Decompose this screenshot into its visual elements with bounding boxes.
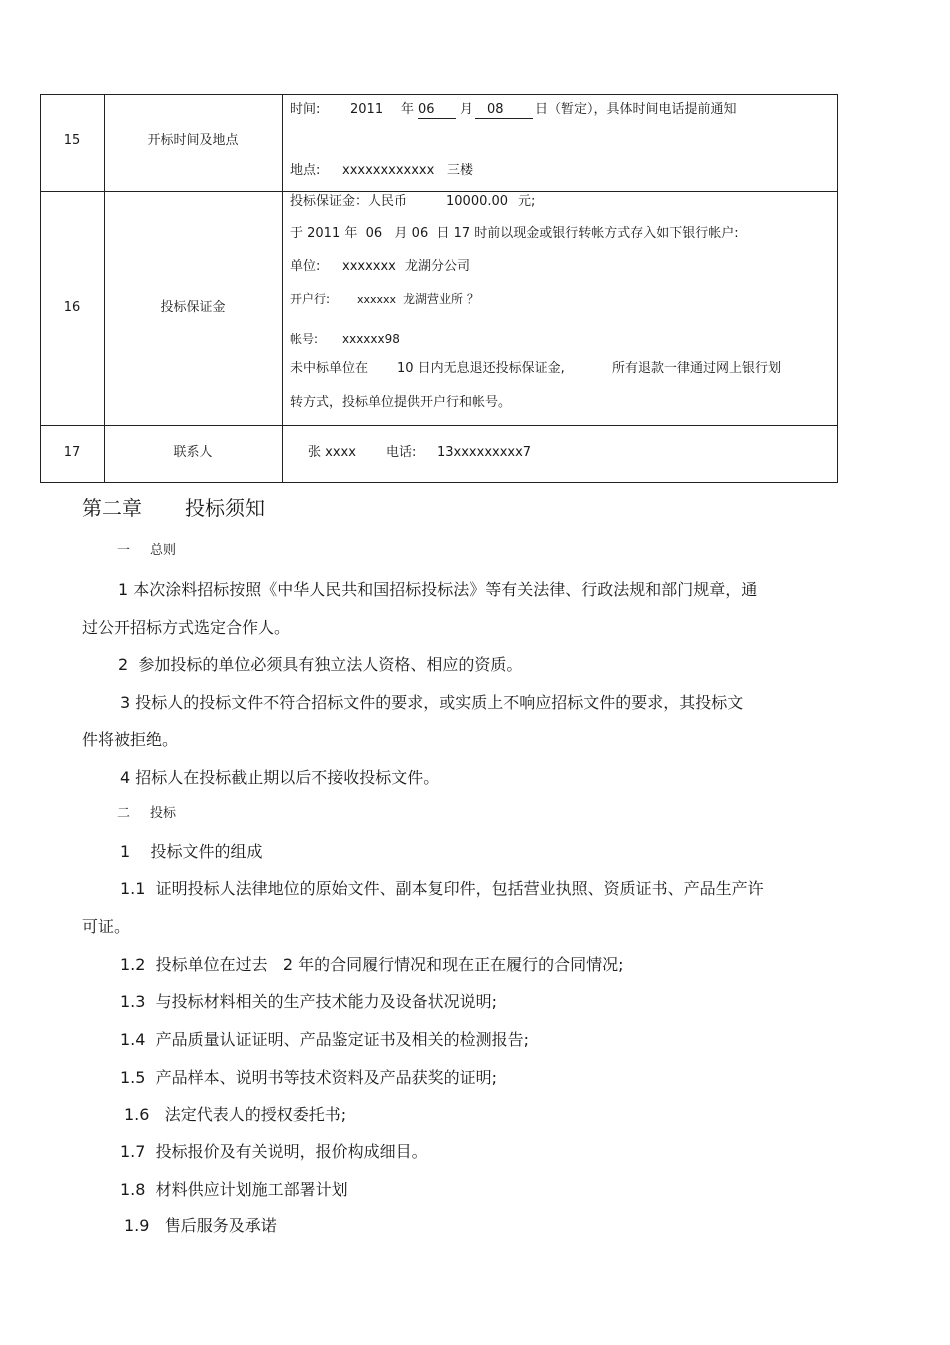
refund-note-2: 10 日内无息退还投标保证金, [397,361,565,376]
time-label: 时间: [290,102,321,117]
refund-note-3: 所有退款一律通过网上银行划 [612,361,782,376]
phone-label: 电话: [386,445,417,460]
bank-branch: 龙湖营业所 ？ [403,292,479,306]
payee-unit-value: xxxxxxx [342,259,396,274]
chapter-number: 第二章 [82,496,142,520]
section-number: 一 [117,543,131,558]
table-border-top [40,94,838,95]
row-number: 15 [63,133,81,148]
phone-value: 13xxxxxxxxx7 [437,445,532,460]
month-unit: 月 [460,102,474,117]
year-unit: 年 [401,102,415,117]
paragraph: 1 本次涂料招标按照《中华人民共和国招标投标法》等有关法律、行政法规和部门规章，通 [118,580,758,599]
account-label: 帐号: [290,332,319,346]
list-item: 1 投标文件的组成 [120,842,263,861]
time-year: 2011 [350,102,384,117]
table-border-right [837,94,838,483]
payee-unit-branch: 龙湖分公司 [405,259,471,274]
paragraph: 过公开招标方式选定合作人。 [82,618,291,637]
account-value: xxxxxx98 [342,332,400,346]
paragraph: 3 投标人的投标文件不符合招标文件的要求，或实质上不响应招标文件的要求，其投标文 [120,693,744,712]
refund-note-1: 未中标单位在 [290,361,369,376]
table-col-divider [104,94,105,483]
table-border-bottom [40,482,838,483]
list-item: 1.2 投标单位在过去 2 年的合同履行情况和现在正在履行的合同情况; [120,955,624,974]
paragraph: 4 招标人在投标截止期以后不接收投标文件。 [120,768,440,787]
bid-info-table [40,94,838,483]
place-value: xxxxxxxxxxxx [342,163,435,178]
deposit-unit: 元; [518,194,536,209]
table-border-left [40,94,41,483]
deposit-amount: 10000.00 [446,194,509,209]
row-number: 16 [63,300,81,315]
list-item: 1.3 与投标材料相关的生产技术能力及设备状况说明; [120,992,498,1011]
section-number: 二 [117,806,131,821]
bank-label: 开户行: [290,292,331,306]
paragraph: 件将被拒绝。 [82,730,179,749]
section-title: 总则 [150,543,177,558]
table-col-divider [282,94,283,483]
row-item: 联系人 [173,445,213,460]
chapter-title: 投标须知 [185,496,265,520]
paragraph: 2 参加投标的单位必须具有独立法人资格、相应的资质。 [118,655,523,674]
place-label: 地点: [290,163,321,178]
list-item: 1.7 投标报价及有关说明，报价构成细目。 [120,1142,428,1161]
list-item: 可证。 [82,917,131,936]
list-item: 1.5 产品样本、说明书等技术资料及产品获奖的证明; [120,1068,498,1087]
list-item: 1.8 材料供应计划施工部署计划 [120,1180,348,1199]
list-item: 1.6 法定代表人的授权委托书; [124,1105,347,1124]
row-number: 17 [63,445,81,460]
row-item: 投标保证金 [160,300,226,315]
time-note: 日（暂定），具体时间电话提前通知 [535,102,737,117]
table-row-divider [40,425,838,426]
time-day: 08 [475,102,533,119]
contact-name: 张 xxxx [308,445,356,460]
deposit-label: 投标保证金：人民币 [290,194,408,209]
time-month: 06 [418,102,456,119]
list-item: 1.9 售后服务及承诺 [124,1216,277,1235]
payee-unit-label: 单位: [290,259,321,274]
deposit-deadline: 于 2011 年 06 月 06 日 17 时前以现金或银行转帐方式存入如下银行帐户: [290,226,739,241]
bank-value: xxxxxx [357,293,397,306]
section-title: 投标 [150,806,177,821]
refund-note-line2: 转方式，投标单位提供开户行和帐号。 [290,395,512,410]
list-item: 1.4 产品质量认证证明、产品鉴定证书及相关的检测报告; [120,1030,530,1049]
row-item: 开标时间及地点 [147,133,239,148]
place-floor: 三楼 [447,163,474,178]
list-item: 1.1 证明投标人法律地位的原始文件、副本复印件，包括营业执照、资质证书、产品生产许 [120,879,764,898]
table-row-divider [40,191,838,192]
